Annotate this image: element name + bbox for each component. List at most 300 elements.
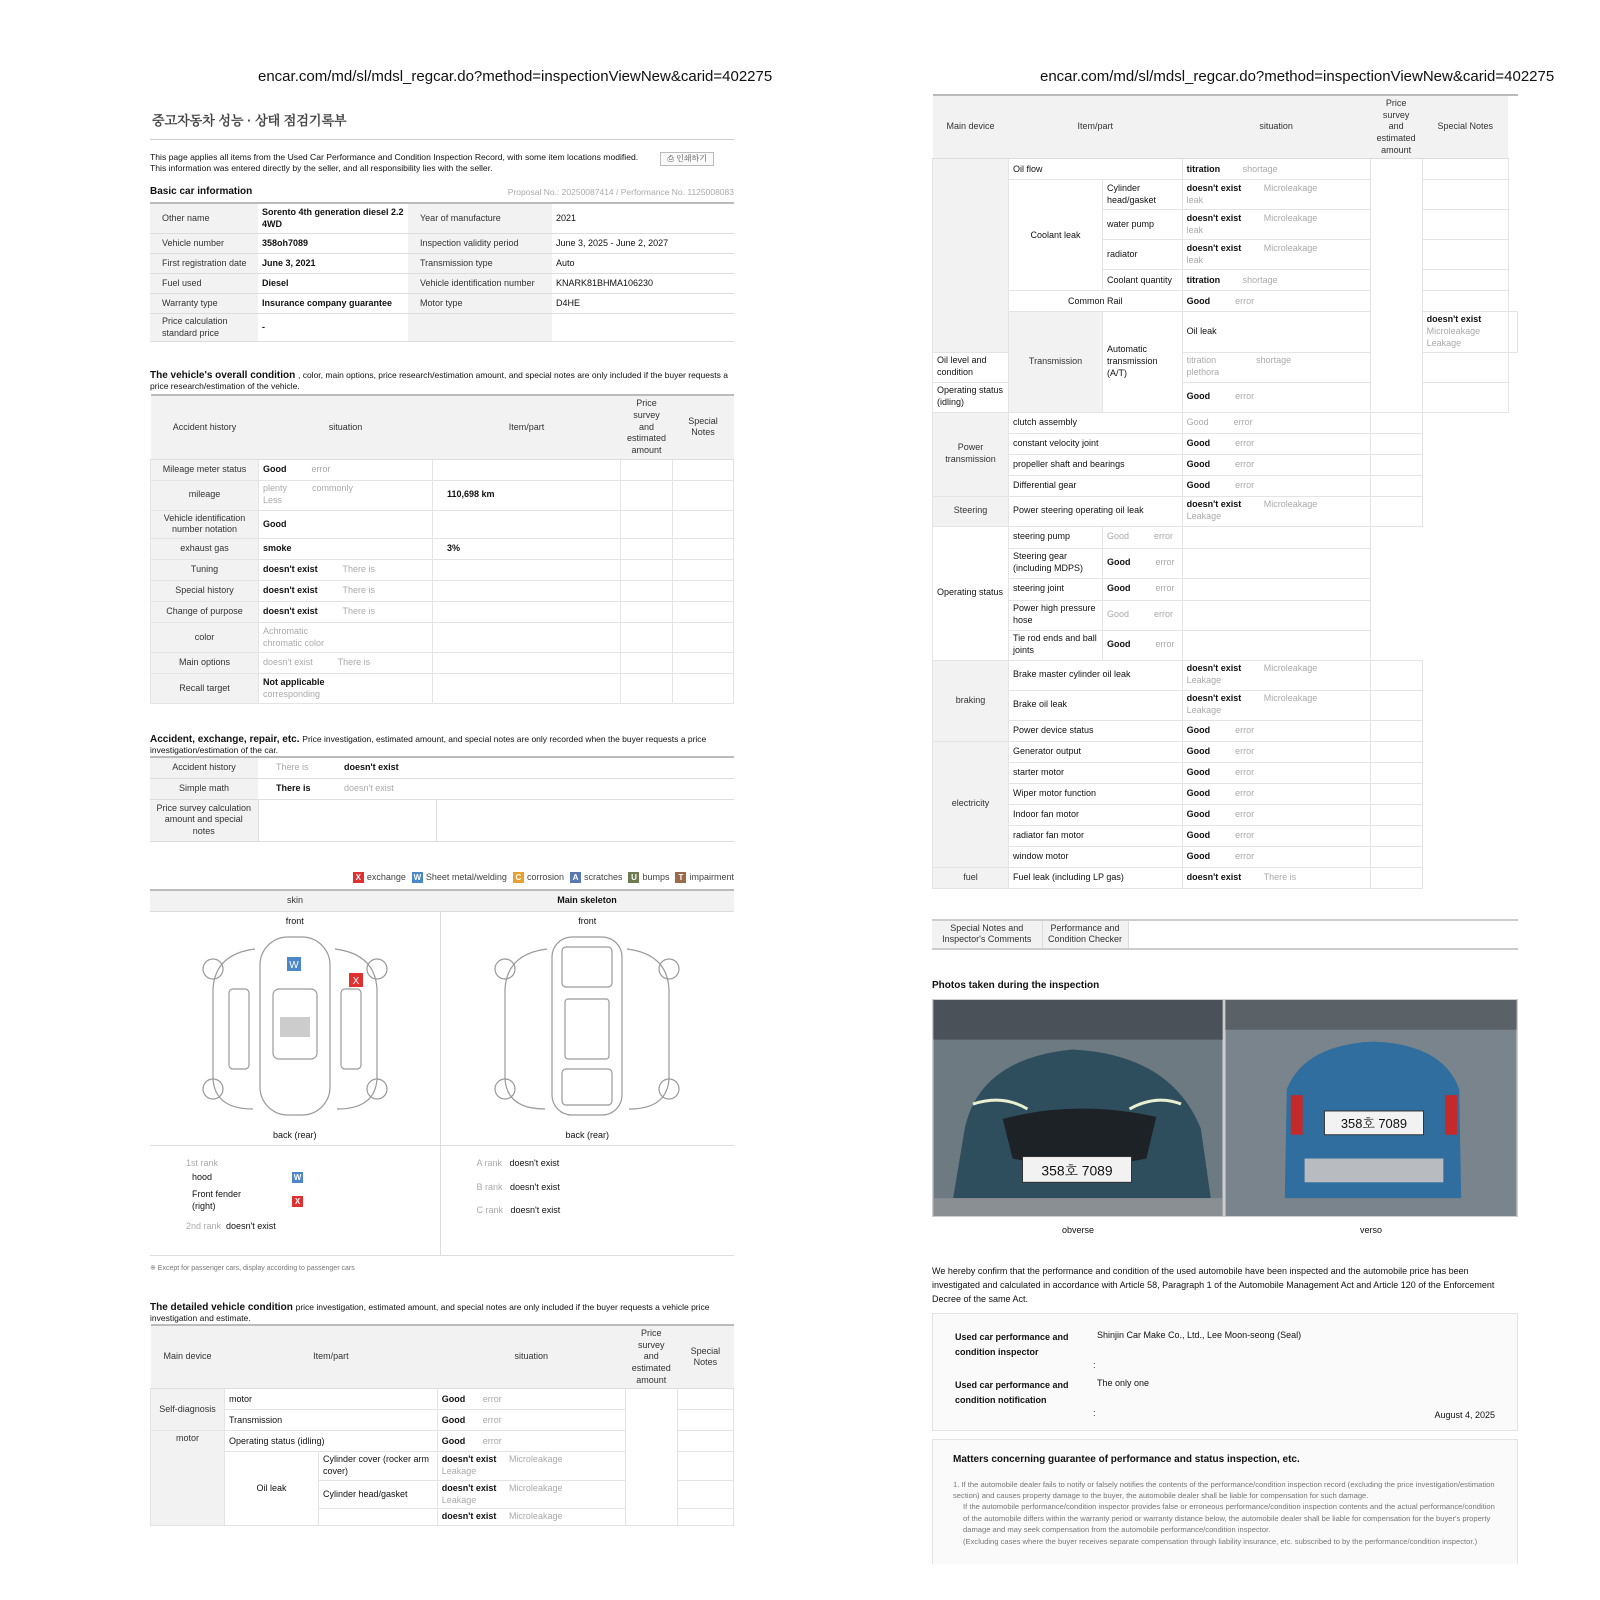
r-col-device: Main device	[933, 95, 1009, 159]
colon-1: :	[1093, 1359, 1096, 1370]
proposal-number: Proposal No.: 20250087414 / Performance No. 1125008083	[507, 187, 734, 198]
good-value: Good	[1186, 766, 1211, 777]
overall-option2: corresponding	[263, 688, 321, 699]
legend-label: bumps	[642, 871, 670, 882]
error-value: error	[1235, 295, 1255, 306]
power-trans-label: Power transmission	[933, 412, 1009, 496]
elec-item: radiator fan motor	[1009, 825, 1183, 846]
basic-value: 358oh7089	[258, 233, 408, 253]
good-value: Good	[1186, 808, 1211, 819]
overall-option: There is	[342, 606, 376, 617]
photos-title: Photos taken during the inspection	[932, 979, 1100, 991]
fuel-leak: Fuel leak (including LP gas)	[1009, 867, 1183, 888]
overall-key: Special history	[151, 581, 259, 602]
overall-row	[151, 510, 734, 538]
dne-value: doesn't exist	[441, 1454, 497, 1465]
legend-label: Sheet metal/welding	[425, 871, 507, 882]
error-value: error	[1235, 479, 1255, 490]
good-value: Good	[1107, 583, 1131, 594]
good-value: Good	[1107, 531, 1130, 542]
overall-item	[433, 560, 621, 581]
legend-label: exchange	[366, 871, 406, 882]
basic-value: 2021	[552, 203, 734, 233]
skin-car-diagram	[195, 929, 395, 1124]
overall-row	[151, 480, 734, 510]
steering-label: Steering	[933, 496, 1009, 526]
guarantee-box	[932, 1439, 1518, 1564]
detail-table	[150, 1324, 734, 1526]
inspector-label: Used car performance and condition inspector	[955, 1331, 1069, 1357]
rank-value: doesn't exist	[510, 1181, 560, 1192]
basic-label: Vehicle number	[150, 233, 258, 253]
rank-label: B rank	[476, 1181, 503, 1192]
coolant-qty: Coolant quantity	[1103, 270, 1183, 291]
error-value: error	[1235, 724, 1255, 735]
overall-situation: Good	[263, 463, 287, 474]
leak-value: leak	[1186, 254, 1204, 265]
sign-date: August 4, 2025	[1434, 1409, 1495, 1420]
overall-row	[151, 560, 734, 581]
overall-situation: plenty	[263, 483, 288, 494]
obverse-label: obverse	[1061, 1224, 1095, 1235]
transmission-label: Transmission	[1009, 312, 1103, 412]
rank-value: doesn't exist	[510, 1205, 561, 1216]
sd-trans: Transmission	[225, 1410, 438, 1431]
good-value: Good	[1107, 557, 1131, 568]
plate-front: 358호 7089	[1041, 1162, 1113, 1179]
error-value: error	[1235, 850, 1255, 861]
overall-option2: Less	[263, 495, 283, 506]
auto-trans-label: Automatic transmission (A/T)	[1103, 312, 1183, 412]
electricity-label: electricity	[933, 741, 1009, 867]
basic-info-title: Basic car information	[150, 186, 253, 198]
oil-leak-label: Oil leak	[225, 1452, 319, 1525]
right-page	[932, 94, 1518, 1564]
overall-key: Mileage meter status	[151, 459, 259, 480]
overall-item: 3%	[433, 539, 621, 560]
elec-item: Generator output	[1009, 741, 1183, 762]
d-col-notes: Special Notes	[677, 1325, 733, 1389]
error-value: error	[482, 1435, 502, 1446]
overall-situation: doesn't exist	[263, 564, 318, 575]
verso-label: verso	[1359, 1224, 1382, 1235]
micro-value: Microleakage	[508, 1482, 563, 1493]
col-price: Price survey and estimated amount	[621, 395, 673, 459]
basic-value: Diesel	[258, 273, 408, 293]
basic-value: June 3, 2021	[258, 253, 408, 273]
basic-row	[150, 233, 734, 253]
skin-front-label: front	[285, 915, 304, 926]
basic-row	[150, 293, 734, 313]
elec-item: window motor	[1009, 846, 1183, 867]
overall-item	[433, 653, 621, 674]
skel-back-label: back (rear)	[565, 1129, 609, 1140]
basic-value: KNARK81BHMA106230	[552, 273, 734, 293]
url-left[interactable]: encar.com/md/sl/mdsl_regcar.do?method=inspectionViewNew&carid=402275	[258, 68, 773, 85]
d-col-device: Main device	[151, 1325, 225, 1389]
overall-key: exhaust gas	[151, 539, 259, 560]
overall-key: Tuning	[151, 560, 259, 581]
overall-item: 110,698 km	[433, 480, 621, 510]
rank-row	[477, 1205, 735, 1217]
diagram-table	[150, 889, 734, 1257]
legend-label: impairment	[689, 871, 734, 882]
oil-level: Oil level and condition	[933, 352, 1009, 382]
photo-verso	[1224, 999, 1518, 1217]
report-title: 중고자동차 성능 · 상태 점검기록부	[152, 113, 347, 128]
shortage-value: shortage	[1242, 163, 1278, 174]
overall-item	[433, 623, 621, 653]
titration-value: titration	[1186, 274, 1221, 285]
plate-rear: 358호 7089	[1340, 1115, 1408, 1131]
left-page	[150, 100, 734, 1560]
overall-option: There is	[337, 657, 371, 668]
acc-row	[150, 757, 734, 778]
basic-value: D4HE	[552, 293, 734, 313]
basic-label: Other name	[150, 203, 258, 233]
radiator: radiator	[1103, 240, 1183, 270]
overall-note: , color, main options, price research/estimation amount, and special notes are only included if the buyer requests a price research/estimation of the vehicle.	[150, 370, 728, 392]
col-accident: Accident history	[151, 395, 259, 459]
error-value: error	[1155, 583, 1175, 594]
shortage-value: shortage	[1256, 355, 1292, 366]
leakage-value: Leakage	[1186, 675, 1222, 685]
dne-value: doesn't exist	[441, 1511, 497, 1522]
micro-value: Microleakage	[1263, 663, 1318, 674]
acc-key: Accident history	[150, 757, 258, 778]
d-col-situation: situation	[437, 1325, 625, 1389]
fender-x-icon: X	[292, 1196, 303, 1207]
col-situation: situation	[259, 395, 433, 459]
good-value: Good	[1186, 829, 1211, 840]
dne-value: doesn't exist	[1426, 314, 1482, 325]
good-value: Good	[1186, 437, 1211, 448]
error-value: error	[1235, 458, 1255, 469]
op-status-label: Operating status	[933, 526, 1009, 660]
cyl-head-label: Cylinder head/gasket	[319, 1480, 438, 1508]
basic-label: Vehicle identification number	[408, 273, 552, 293]
basic-row	[150, 313, 734, 341]
col-item: Item/part	[433, 395, 621, 459]
overall-key: Vehicle identification number notation	[151, 510, 259, 538]
op-status-idle: Operating status (idling)	[933, 382, 1009, 412]
good-value: Good	[1186, 458, 1211, 469]
legend-swatch-icon: X	[353, 872, 364, 883]
leakage-value: Leakage	[441, 1466, 477, 1477]
overall-option2: chromatic color	[263, 637, 325, 648]
svg-text:W: W	[289, 960, 299, 972]
overall-row	[151, 581, 734, 602]
notif-label: Used car performance and condition notification	[955, 1379, 1069, 1405]
dne-value: doesn't exist	[1186, 183, 1242, 194]
overall-item	[433, 602, 621, 623]
guarantee-2: If the automobile performance/condition inspector provides false or erroneous performance/condition inspection contents and the actual performance/condition of the automobile differs within the warranty period or warranty distance below, the automobile dealer shall be liable for compensation for the buyer's property damage and may seek compensation from the automobile performance/condition inspector.	[963, 1502, 1495, 1535]
svg-text:X: X	[352, 976, 360, 988]
inspector-value: Shinjin Car Make Co., Ltd., Lee Moon-seong (Seal)	[1097, 1329, 1302, 1340]
overall-option: commonly	[312, 483, 354, 494]
good-value: Good	[1186, 295, 1211, 306]
dne-value: doesn't exist	[1186, 663, 1242, 674]
error-value: error	[1235, 745, 1255, 756]
error-value: error	[1235, 437, 1255, 448]
basic-label: Transmission type	[408, 253, 552, 273]
rank-row	[477, 1182, 735, 1194]
leakage-value: Leakage	[1186, 511, 1222, 521]
there-is-value: There is	[1263, 871, 1297, 882]
notif-value: The only one	[1097, 1377, 1150, 1388]
basic-value: Sorento 4th generation diesel 2.2 4WD	[258, 203, 408, 233]
intro-2: This information was entered directly by the seller, and all responsibility lies with the seller.	[150, 163, 493, 174]
acc-note: Price investigation, estimated amount, and special notes are only recorded when the buyer requests a price investigation/estimation of the car.	[150, 734, 707, 756]
leakage-value: Leakage	[1426, 337, 1462, 348]
good-value: Good	[1186, 479, 1211, 490]
brake-oil: Brake oil leak	[1009, 690, 1183, 720]
acc-title: Accident, exchange, repair, etc.	[150, 734, 300, 746]
good-value: Good	[1107, 639, 1131, 650]
self-diag-label: Self-diagnosis	[151, 1389, 225, 1431]
elec-item: starter motor	[1009, 762, 1183, 783]
right-detail-table	[932, 94, 1518, 889]
sd-motor: motor	[225, 1389, 438, 1410]
basic-value: June 3, 2025 - June 2, 2027	[552, 233, 734, 253]
dne-value: doesn't exist	[1186, 213, 1242, 224]
power-item: Differential gear	[1009, 475, 1183, 496]
leak-value: leak	[1186, 194, 1204, 205]
legend-label: scratches	[583, 871, 623, 882]
overall-row	[151, 602, 734, 623]
cyl-cover-label: Cylinder cover (rocker arm cover)	[319, 1452, 438, 1480]
basic-row	[150, 273, 734, 293]
skin-back-label: back (rear)	[272, 1129, 317, 1140]
skeleton-car-diagram	[487, 929, 687, 1124]
ps-oil-leak: Power steering operating oil leak	[1009, 496, 1183, 526]
micro-value: Microleakage	[508, 1454, 563, 1465]
acc-opt-a: There is	[276, 782, 311, 793]
micro-value: Microleakage	[1263, 213, 1318, 224]
basic-label: Warranty type	[150, 293, 258, 313]
basic-value: -	[258, 313, 408, 341]
r-col-price: Price survey and estimated amount	[1370, 95, 1422, 159]
overall-option: There is	[342, 564, 376, 575]
rank-label: A rank	[476, 1158, 503, 1169]
legend-swatch-icon: A	[570, 872, 581, 883]
basic-label: Fuel used	[150, 273, 258, 293]
legend-label: corrosion	[526, 871, 564, 882]
steer-item: steering joint	[1009, 578, 1103, 600]
overall-row	[151, 653, 734, 674]
error-value: error	[1155, 557, 1175, 568]
elec-item: Indoor fan motor	[1009, 804, 1183, 825]
idle-label: Operating status (idling)	[225, 1431, 438, 1452]
power-device: Power device status	[1009, 720, 1183, 741]
detail-title: The detailed vehicle condition	[150, 1302, 293, 1314]
braking-label: braking	[933, 660, 1009, 741]
overall-option: error	[311, 463, 331, 474]
overall-item	[433, 510, 621, 538]
colon-2: :	[1093, 1407, 1096, 1418]
url-right[interactable]: encar.com/md/sl/mdsl_regcar.do?method=inspectionViewNew&carid=402275	[1040, 68, 1555, 85]
acc-opt-b: doesn't exist	[344, 761, 399, 772]
legend-swatch-icon: W	[413, 872, 422, 882]
leakage-value: Leakage	[441, 1494, 477, 1505]
titration-value: titration	[1186, 355, 1217, 366]
overall-situation: doesn't exist	[263, 606, 318, 617]
power-item: propeller shaft and bearings	[1009, 454, 1183, 475]
overall-option: There is	[342, 585, 376, 596]
good-value: Good	[1186, 391, 1211, 402]
dne-value: doesn't exist	[1186, 243, 1242, 254]
good-value: Good	[1186, 416, 1209, 427]
basic-value: Auto	[552, 253, 734, 273]
good-value: Good	[441, 1435, 466, 1446]
overall-situation: Good	[263, 518, 287, 529]
dne-value: doesn't exist	[1186, 693, 1242, 704]
good-value: Good	[1186, 724, 1211, 735]
acc-row	[150, 778, 734, 799]
legend-swatch-icon: T	[675, 872, 686, 883]
overall-situation: doesn't exist	[263, 585, 318, 596]
basic-row	[150, 203, 734, 233]
micro-value: Microleakage	[1263, 693, 1318, 704]
oil-flow: Oil flow	[1009, 159, 1183, 180]
steer-item: Steering gear (including MDPS)	[1009, 548, 1103, 578]
basic-info-table	[150, 202, 734, 342]
r-col-notes: Special Notes	[1422, 95, 1508, 159]
steer-item: Tie rod ends and ball joints	[1009, 630, 1103, 660]
error-value: error	[1154, 609, 1174, 620]
steer-item: steering pump	[1009, 526, 1103, 548]
d-col-price: Price survey and estimated amount	[625, 1325, 677, 1389]
micro-value: Microleakage	[1263, 499, 1318, 510]
checker-label: Performance and Condition Checker	[1042, 920, 1128, 949]
guarantee-1: 1. If the automobile dealer fails to notify or falsely notifies the contents of the performance/condition inspection record (excluding the price investigation/estimation section) and causes property damage to the buyer, the automobile dealer shall be liable for compensation for such damage.	[953, 1479, 1495, 1501]
error-value: error	[1235, 787, 1255, 798]
fender-label: Front fender (right)	[192, 1189, 242, 1212]
basic-value	[552, 313, 734, 341]
skin-header: skin	[150, 890, 440, 912]
skeleton-header: Main skeleton	[440, 890, 734, 912]
overall-item	[433, 674, 621, 704]
legend	[150, 872, 734, 883]
cool-cyl-head: Cylinder head/gasket	[1103, 180, 1183, 210]
basic-value: Insurance company guarantee	[258, 293, 408, 313]
col-notes: Special Notes	[673, 395, 734, 459]
rank2-label: 2nd rank	[186, 1220, 222, 1231]
error-value: error	[1235, 829, 1255, 840]
overall-row	[151, 539, 734, 560]
r-col-situation: situation	[1182, 95, 1370, 159]
common-rail: Common Rail	[1009, 291, 1183, 312]
overall-key: Main options	[151, 653, 259, 674]
overall-row	[151, 623, 734, 653]
rank-label: C rank	[476, 1205, 504, 1216]
plethora-value: plethora	[1186, 367, 1220, 377]
hood-label: hood	[192, 1171, 213, 1182]
micro-value: Microleakage	[1426, 326, 1481, 337]
power-item: clutch assembly	[1009, 412, 1183, 433]
acc-table	[150, 756, 734, 842]
brake-master: Brake master cylinder oil leak	[1009, 660, 1183, 690]
basic-label: Year of manufacture	[408, 203, 552, 233]
overall-title: The vehicle's overall condition	[150, 370, 296, 382]
rank2-value: doesn't exist	[226, 1220, 276, 1231]
print-label: 인쇄하기	[676, 154, 707, 163]
rank-row	[477, 1158, 735, 1170]
error-value: error	[1235, 766, 1255, 777]
good-value: Good	[1107, 609, 1130, 620]
overall-table	[150, 394, 734, 704]
acc-price-label: Price survey calculation amount and special notes	[150, 799, 258, 841]
titration-value: titration	[1186, 163, 1221, 174]
power-item: constant velocity joint	[1009, 433, 1183, 454]
basic-label: Price calculation standard price	[150, 313, 258, 341]
r-col-item: Item/part	[1009, 95, 1183, 159]
error-value: error	[482, 1393, 502, 1404]
fuel-label: fuel	[933, 867, 1009, 888]
micro-value: Microleakage	[1263, 183, 1318, 194]
good-value: Good	[441, 1393, 466, 1404]
trans-oil-leak: Oil leak	[1182, 312, 1370, 352]
guarantee-title: Matters concerning guarantee of performance and status inspection, etc.	[953, 1453, 1300, 1465]
good-value: Good	[441, 1414, 466, 1425]
error-value: error	[1235, 808, 1255, 819]
error-value: error	[1155, 639, 1175, 650]
print-button[interactable]: ⎙ 인쇄하기	[660, 152, 714, 166]
overall-key: color	[151, 623, 259, 653]
overall-situation: Not applicable	[263, 676, 325, 687]
shortage-value: shortage	[1242, 274, 1278, 285]
notes-label: Special Notes and Inspector's Comments	[932, 920, 1042, 949]
error-value: error	[482, 1414, 502, 1425]
dne-value: doesn't exist	[1186, 499, 1242, 510]
skel-front-label: front	[578, 915, 597, 926]
good-value: Good	[1186, 850, 1211, 861]
overall-situation: Achromatic	[263, 625, 309, 636]
overall-situation: smoke	[263, 543, 292, 554]
micro-value: Microleakage	[508, 1511, 563, 1522]
steer-item: Power high pressure hose	[1009, 600, 1103, 630]
confirm-text: We hereby confirm that the performance and condition of the used automobile have been inspected and the automobile price has been investigated and calculated in accordance with Article 58, Paragraph 1 of the Automobile Management Act and Article 120 of the Enforcement Decree of the same Act.	[932, 1265, 1495, 1304]
coolant-leak: Coolant leak	[1009, 180, 1103, 291]
legend-swatch-icon: C	[513, 872, 524, 883]
elec-item: Wiper motor function	[1009, 783, 1183, 804]
dne-value: doesn't exist	[1186, 871, 1242, 882]
basic-row	[150, 253, 734, 273]
leakage-value: Leakage	[1186, 705, 1222, 715]
hood-w-icon: W	[293, 1173, 302, 1183]
notes-table	[932, 919, 1518, 950]
overall-key: mileage	[151, 480, 259, 510]
basic-label: Motor type	[408, 293, 552, 313]
error-value: error	[1154, 531, 1174, 542]
acc-opt-a: There is	[276, 761, 309, 772]
leak-value: leak	[1186, 224, 1204, 235]
overall-situation: doesn't exist	[263, 657, 313, 668]
basic-label: First registration date	[150, 253, 258, 273]
photo-obverse	[932, 999, 1224, 1217]
basic-label: Inspection validity period	[408, 233, 552, 253]
signature-box	[932, 1313, 1518, 1431]
dne-value: doesn't exist	[441, 1482, 497, 1493]
overall-item	[433, 459, 621, 480]
legend-swatch-icon: U	[628, 872, 639, 883]
acc-opt-b: doesn't exist	[344, 782, 394, 793]
guarantee-3: (Excluding cases where the buyer receives separate compensation through liability insurance, etc. subscribed to by the performance/condition inspector.)	[963, 1536, 1478, 1546]
rank-value: doesn't exist	[509, 1158, 560, 1169]
error-value: error	[1235, 391, 1255, 402]
good-value: Good	[1186, 745, 1211, 756]
d-col-item: Item/part	[225, 1325, 438, 1389]
